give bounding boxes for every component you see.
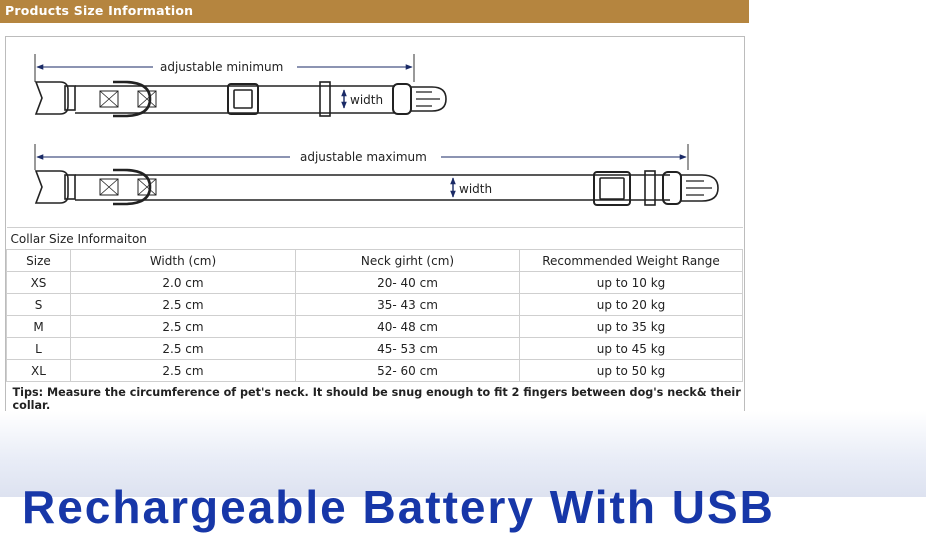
cell-size: L [7,338,71,360]
cell-weight: up to 35 kg [520,316,743,338]
header-width: Width (cm) [71,250,296,272]
collar-size-table [6,227,743,415]
table-caption-row [7,228,743,250]
cell-width: 2.5 cm [71,316,296,338]
max-length-label: adjustable maximum [300,150,427,164]
header-size: Size [7,250,71,272]
table-row [7,360,743,382]
cell-weight: up to 10 kg [520,272,743,294]
cell-neck-girth: 40- 48 cm [296,316,520,338]
cell-width: 2.5 cm [71,294,296,316]
table-row [7,294,743,316]
table-header-row [7,250,743,272]
cell-size: M [7,316,71,338]
width-label-1: width [350,93,384,107]
cell-weight: up to 45 kg [520,338,743,360]
tips-row [7,382,743,416]
table-row [7,316,743,338]
cell-size: S [7,294,71,316]
table-caption: Collar Size Informaiton [7,228,743,250]
cell-weight: up to 20 kg [520,294,743,316]
header-neck-girth: Neck girht (cm) [296,250,520,272]
tips-text: Tips: Measure the circumference of pet's neck. It should be snug enough to fit 2 fingers between dog's neck& their collar. [7,382,743,416]
header-weight-range: Recommended Weight Range [520,250,743,272]
cell-width: 2.5 cm [71,338,296,360]
collar-diagram [0,0,749,227]
width-label-2: width [459,182,493,196]
cell-neck-girth: 45- 53 cm [296,338,520,360]
cell-weight: up to 50 kg [520,360,743,382]
banner-title: Products Size Information [5,3,194,18]
cell-size: XS [7,272,71,294]
footer-headline: Rechargeable Battery With USB [22,481,775,533]
min-length-label: adjustable minimum [160,60,284,74]
cell-size: XL [7,360,71,382]
cell-width: 2.5 cm [71,360,296,382]
cell-width: 2.0 cm [71,272,296,294]
table-row [7,272,743,294]
cell-neck-girth: 20- 40 cm [296,272,520,294]
cell-neck-girth: 35- 43 cm [296,294,520,316]
table-row [7,338,743,360]
cell-neck-girth: 52- 60 cm [296,360,520,382]
